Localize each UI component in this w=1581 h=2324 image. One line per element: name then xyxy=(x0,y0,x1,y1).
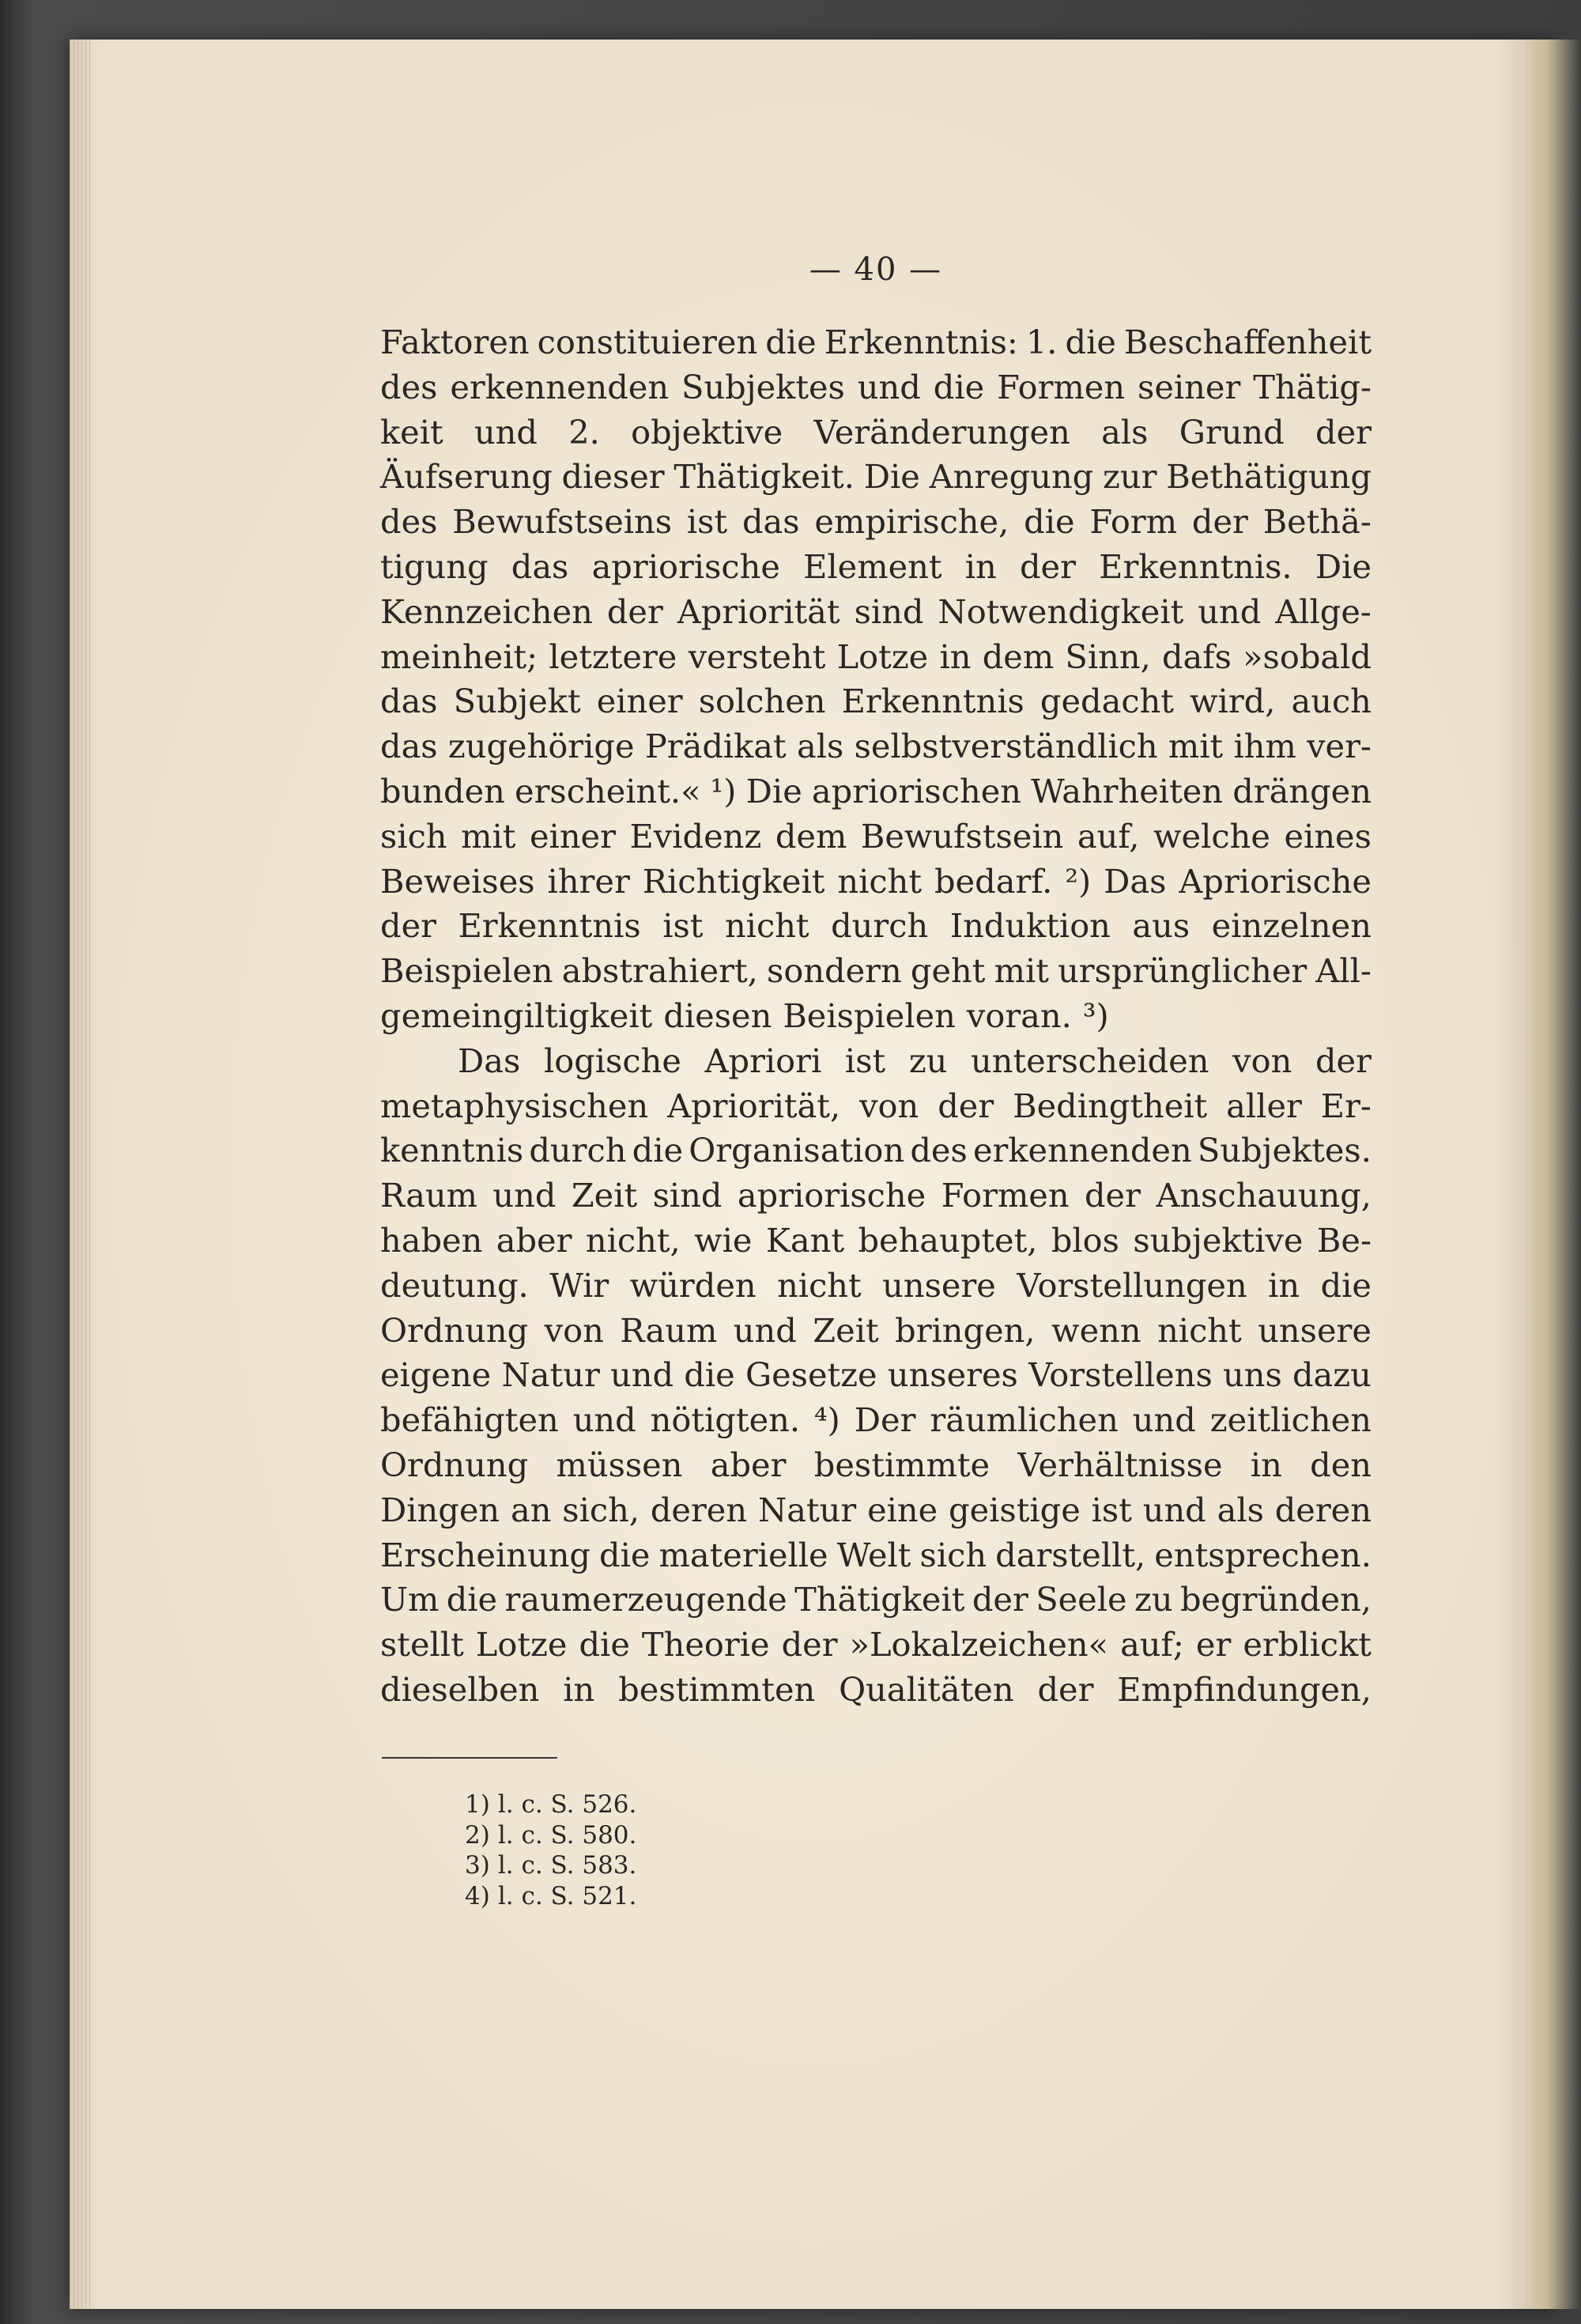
word: Subjekt xyxy=(453,682,581,721)
word: mit xyxy=(461,816,516,856)
word: in xyxy=(1268,1265,1300,1305)
word: der xyxy=(380,906,436,946)
word: dem xyxy=(775,816,847,856)
word: die xyxy=(1320,1265,1372,1305)
word: Prädikat xyxy=(644,727,787,766)
word: Sinn, xyxy=(1065,637,1151,676)
footnote-divider xyxy=(382,1757,557,1759)
word: Element xyxy=(803,546,942,586)
word: die xyxy=(579,1625,630,1665)
word: der xyxy=(1191,502,1248,542)
word: nötigten. xyxy=(650,1400,801,1440)
word: eine xyxy=(867,1490,938,1529)
word: Anregung xyxy=(929,457,1094,497)
word: Qualitäten xyxy=(839,1669,1014,1709)
word: ist xyxy=(1091,1490,1132,1529)
text-line xyxy=(380,1488,1372,1533)
text-line xyxy=(380,1623,1372,1668)
footnote xyxy=(465,1881,636,1912)
word: zugehörige xyxy=(447,727,635,766)
word: Bewufstsein xyxy=(860,816,1064,856)
word: geht xyxy=(910,951,986,991)
text-line xyxy=(380,1443,1372,1488)
word: bunden xyxy=(380,771,505,811)
word: dieser xyxy=(561,457,665,497)
footnote-text: l. c. S. 521. xyxy=(497,1882,637,1911)
word: deren xyxy=(650,1490,748,1529)
word: der xyxy=(972,1580,1028,1619)
footnote-text: l. c. S. 580. xyxy=(497,1820,637,1850)
text-line xyxy=(380,1353,1372,1398)
text-line xyxy=(380,455,1372,500)
word: Organisation xyxy=(689,1131,905,1170)
word: Evidenz xyxy=(629,816,762,856)
word: blos xyxy=(1051,1220,1119,1260)
word: die xyxy=(446,1580,498,1619)
word: und xyxy=(610,1355,674,1395)
word: von xyxy=(859,1086,919,1125)
word: begründen, xyxy=(1179,1580,1372,1619)
word: Das xyxy=(458,1041,521,1080)
word: in xyxy=(563,1669,595,1709)
word: der xyxy=(1037,1669,1094,1709)
word: ³) xyxy=(1082,996,1109,1035)
word: des xyxy=(910,1131,968,1170)
word: der xyxy=(606,591,663,631)
word: nicht, xyxy=(585,1220,681,1260)
word: darstellt, xyxy=(995,1535,1146,1574)
text-line xyxy=(380,1398,1372,1443)
word: All- xyxy=(1315,951,1372,991)
word: Die xyxy=(863,457,920,497)
word: erblickt xyxy=(1243,1625,1372,1665)
text-line xyxy=(380,949,1372,994)
word: subjektive xyxy=(1133,1220,1304,1260)
word: diesen xyxy=(663,996,772,1035)
text-line xyxy=(380,679,1372,724)
text-line xyxy=(380,365,1372,410)
word: 2. xyxy=(568,412,600,452)
word: die xyxy=(632,1131,684,1170)
text-line xyxy=(380,1173,1372,1219)
word: als xyxy=(1217,1490,1264,1529)
body-text xyxy=(380,320,1372,1713)
text-line xyxy=(380,1039,1372,1084)
word: Bethä- xyxy=(1262,502,1372,542)
word: aus xyxy=(1132,906,1190,946)
word: Verhältnisse xyxy=(1017,1445,1223,1484)
word: solchen xyxy=(698,682,826,721)
word: stellt xyxy=(380,1625,464,1665)
word: die xyxy=(684,1355,735,1395)
word: ihrer xyxy=(547,861,630,901)
word: Erkenntnis. xyxy=(1099,546,1292,586)
word: ⁴) xyxy=(814,1400,840,1440)
word: Bewufstseins xyxy=(452,502,673,542)
word: entsprechen. xyxy=(1154,1535,1372,1574)
word: erkennenden xyxy=(972,1131,1192,1170)
word: befähigten xyxy=(380,1400,559,1440)
word: Vorstellens xyxy=(1028,1355,1213,1395)
word: Erkenntnis xyxy=(458,906,641,946)
word: materielle xyxy=(658,1535,828,1574)
word: des xyxy=(380,367,438,406)
word: der xyxy=(1315,1041,1372,1080)
text-line xyxy=(380,1309,1372,1354)
word: in xyxy=(939,637,972,676)
text-line xyxy=(380,904,1372,949)
word: Apriorische xyxy=(1179,861,1372,901)
word: mit xyxy=(994,951,1049,991)
footnote-mark: 4) xyxy=(465,1882,490,1911)
word: die xyxy=(933,367,985,406)
word: ²) xyxy=(1065,861,1092,901)
word: welche xyxy=(1153,816,1270,856)
word: Die xyxy=(745,771,802,811)
word: letztere xyxy=(549,637,677,676)
word: deutung. xyxy=(380,1265,529,1305)
word: zur xyxy=(1103,457,1157,497)
word: Thätigkeit xyxy=(794,1580,965,1619)
footnote-mark: 1) xyxy=(465,1790,490,1819)
word: uns xyxy=(1222,1355,1282,1395)
word: Welt xyxy=(836,1535,911,1574)
word: Theorie xyxy=(641,1625,770,1665)
word: die xyxy=(1024,502,1075,542)
word: Empfindungen, xyxy=(1117,1669,1372,1709)
word: nicht xyxy=(837,861,923,901)
word: er xyxy=(1195,1625,1232,1665)
word: Das xyxy=(1104,861,1167,901)
word: mit xyxy=(1168,727,1224,766)
word: geistige xyxy=(949,1490,1081,1529)
word: Apriorität xyxy=(677,591,840,631)
word: Zeit xyxy=(571,1176,638,1215)
word: wenn xyxy=(1051,1310,1141,1350)
word: das xyxy=(741,502,800,542)
word: Formen xyxy=(997,367,1126,406)
word: und xyxy=(1142,1490,1206,1529)
word: Richtigkeit xyxy=(642,861,825,901)
word: Die xyxy=(1315,546,1372,586)
word: Gesetze xyxy=(745,1355,877,1395)
word: eigene xyxy=(380,1355,492,1395)
word: ursprünglicher xyxy=(1058,951,1307,991)
word: Thätig- xyxy=(1253,367,1372,406)
page-stack-edges xyxy=(70,40,93,2309)
word: die xyxy=(765,323,817,361)
text-line xyxy=(380,1533,1372,1578)
word: bestimmten xyxy=(618,1669,816,1709)
word: die xyxy=(599,1535,651,1574)
word: Wir xyxy=(549,1265,609,1305)
word: Erscheinung xyxy=(380,1535,591,1574)
word: Form xyxy=(1089,502,1178,542)
word: unsere xyxy=(882,1265,996,1305)
word: »sobald xyxy=(1243,637,1372,676)
word: einer xyxy=(529,816,616,856)
word: raumerzeugende xyxy=(504,1580,787,1619)
word: gedacht xyxy=(1040,682,1174,721)
word: Bedingtheit xyxy=(1013,1086,1208,1125)
word: den xyxy=(1310,1445,1372,1484)
word: Natur xyxy=(501,1355,600,1395)
word: zu xyxy=(908,1041,948,1080)
word: Notwendigkeit xyxy=(938,591,1184,631)
footnotes xyxy=(465,1789,636,1912)
word: Induktion xyxy=(949,906,1111,946)
word: Dingen xyxy=(380,1490,500,1529)
word: in xyxy=(1250,1445,1282,1484)
word: voran. xyxy=(966,996,1072,1035)
word: Beispielen xyxy=(783,996,956,1035)
word: Lotze xyxy=(836,637,929,676)
word: der xyxy=(781,1625,838,1665)
text-line xyxy=(380,1219,1372,1264)
word: apriorische xyxy=(737,1176,926,1215)
word: Be- xyxy=(1316,1220,1372,1260)
word: als xyxy=(1101,412,1149,452)
word: dafs xyxy=(1161,637,1232,676)
word: Ordnung xyxy=(380,1310,529,1350)
word: unterscheiden xyxy=(971,1041,1209,1080)
word: sind xyxy=(652,1176,723,1215)
word: auch xyxy=(1291,682,1372,721)
word: apriorischen xyxy=(811,771,1021,811)
word: sich xyxy=(380,816,447,856)
word: von xyxy=(1232,1041,1292,1080)
text-line xyxy=(380,500,1372,545)
footnote-mark: 3) xyxy=(465,1851,490,1880)
word: und xyxy=(733,1310,797,1350)
word: gemeingiltigkeit xyxy=(380,996,653,1035)
word: Natur xyxy=(757,1490,857,1529)
text-line xyxy=(380,814,1372,860)
word: empirische, xyxy=(814,502,1009,542)
word: »Lokalzeichen« xyxy=(849,1625,1109,1665)
word: Er- xyxy=(1320,1086,1372,1125)
word: logische xyxy=(543,1041,681,1080)
text-line xyxy=(380,769,1372,814)
word: dieselben xyxy=(380,1669,540,1709)
text-line xyxy=(380,994,1372,1039)
word: und xyxy=(1132,1400,1196,1440)
word: von xyxy=(544,1310,604,1350)
word: einer xyxy=(596,682,683,721)
word: Wahrheiten xyxy=(1031,771,1224,811)
word: die xyxy=(1065,323,1116,361)
word: ist xyxy=(662,906,704,946)
word: abstrahiert, xyxy=(561,951,758,991)
word: einzelnen xyxy=(1211,906,1372,946)
word: metaphysischen xyxy=(380,1086,649,1125)
word: Raum xyxy=(380,1176,478,1215)
word: deren xyxy=(1274,1490,1372,1529)
word: unsere xyxy=(1258,1310,1372,1350)
word: Raum xyxy=(620,1310,718,1350)
word: zeitlichen xyxy=(1209,1400,1372,1440)
word: meinheit; xyxy=(380,637,538,676)
word: ist xyxy=(844,1041,886,1080)
word: bringen, xyxy=(895,1310,1036,1350)
word: Grund xyxy=(1179,412,1285,452)
word: apriorische xyxy=(591,546,780,586)
word: der xyxy=(1019,546,1076,586)
text-line xyxy=(380,1264,1372,1309)
text-line xyxy=(380,320,1372,365)
word: erkennenden xyxy=(450,367,670,406)
word: Formen xyxy=(941,1176,1070,1215)
word: 1. xyxy=(1025,323,1058,361)
text-line xyxy=(380,860,1372,905)
word: das xyxy=(511,546,569,586)
word: Beweises xyxy=(380,861,535,901)
word: auf; xyxy=(1120,1625,1184,1665)
word: müssen xyxy=(556,1445,683,1484)
word: das xyxy=(380,727,438,766)
word: Veränderungen xyxy=(813,412,1070,452)
word: sich xyxy=(919,1535,987,1574)
word: würden xyxy=(629,1265,757,1305)
footnote-text: l. c. S. 526. xyxy=(497,1790,637,1819)
word: an xyxy=(510,1490,552,1529)
word: durch xyxy=(831,906,929,946)
word: constituieren xyxy=(537,323,758,361)
word: tigung xyxy=(380,546,489,586)
text-line xyxy=(380,1578,1372,1623)
word: Beispielen xyxy=(380,951,553,991)
word: Beschaffenheit xyxy=(1123,323,1372,361)
word: eines xyxy=(1284,816,1372,856)
word: unseres xyxy=(887,1355,1018,1395)
word: ihm xyxy=(1233,727,1296,766)
word: Faktoren xyxy=(380,323,530,361)
word: aller xyxy=(1226,1086,1302,1125)
page-number: — 40 — xyxy=(809,251,943,288)
word: drängen xyxy=(1232,771,1372,811)
word: Erkenntnis xyxy=(841,682,1024,721)
word: Kant xyxy=(765,1220,845,1260)
word: nicht xyxy=(1157,1310,1242,1350)
word: Bethätigung xyxy=(1166,457,1372,497)
word: sich, xyxy=(562,1490,640,1529)
footnote xyxy=(465,1820,636,1851)
word: wird, xyxy=(1190,682,1276,721)
word: räumlichen xyxy=(930,1400,1119,1440)
word: Vorstellungen xyxy=(1017,1265,1247,1305)
word: und xyxy=(572,1400,636,1440)
word: Lotze xyxy=(475,1625,568,1665)
word: Zeit xyxy=(813,1310,879,1350)
word: Subjektes xyxy=(681,367,845,406)
word: erscheint.« xyxy=(515,771,701,811)
text-line xyxy=(380,1668,1372,1713)
word: nicht xyxy=(777,1265,862,1305)
word: selbstverständlich xyxy=(854,727,1158,766)
word: zu xyxy=(1134,1580,1173,1619)
word: Kennzeichen xyxy=(380,591,593,631)
word: sind xyxy=(854,591,924,631)
text-line xyxy=(380,635,1372,680)
word: bedarf. xyxy=(934,861,1053,901)
word: Seele xyxy=(1036,1580,1127,1619)
word: durch xyxy=(529,1131,627,1170)
word: Um xyxy=(380,1580,440,1619)
word: und xyxy=(1198,591,1262,631)
word: Äufserung xyxy=(380,457,553,497)
text-line xyxy=(380,545,1372,590)
word: aber xyxy=(496,1220,572,1260)
word: Apriorität, xyxy=(667,1086,841,1125)
word: und xyxy=(492,1176,557,1215)
word: kenntnis xyxy=(380,1131,524,1170)
footnote xyxy=(465,1789,636,1820)
word: objektive xyxy=(631,412,783,452)
text-line xyxy=(380,724,1372,769)
text-line xyxy=(380,410,1372,455)
word: aber xyxy=(710,1445,787,1484)
footnote-text: l. c. S. 583. xyxy=(497,1851,637,1880)
text-line xyxy=(380,1128,1372,1173)
word: als xyxy=(797,727,844,766)
word: Der xyxy=(854,1400,916,1440)
word: Allge- xyxy=(1275,591,1372,631)
footnote-mark: 2) xyxy=(465,1820,490,1850)
word: dem xyxy=(982,637,1055,676)
word: ver- xyxy=(1307,727,1372,766)
page-right-edge xyxy=(1526,40,1581,2309)
word: Subjektes. xyxy=(1197,1131,1372,1170)
word: und xyxy=(857,367,921,406)
word: der xyxy=(938,1086,994,1125)
word: dazu xyxy=(1292,1355,1372,1395)
word: Anschauung, xyxy=(1156,1176,1372,1215)
text-line xyxy=(380,590,1372,635)
word: Erkenntnis: xyxy=(824,323,1018,361)
word: Ordnung xyxy=(380,1445,529,1484)
word: versteht xyxy=(688,637,826,676)
word: sondern xyxy=(767,951,902,991)
word: auf, xyxy=(1077,816,1140,856)
word: haben xyxy=(380,1220,483,1260)
word: der xyxy=(1084,1176,1141,1215)
word: bestimmte xyxy=(813,1445,990,1484)
word: keit xyxy=(380,412,443,452)
text-line xyxy=(380,1084,1372,1129)
word: nicht xyxy=(724,906,809,946)
word: das xyxy=(380,682,438,721)
word: ist xyxy=(686,502,728,542)
word: des xyxy=(380,502,438,542)
word: Apriori xyxy=(704,1041,822,1080)
word: Thätigkeit. xyxy=(674,457,855,497)
word: seiner xyxy=(1138,367,1241,406)
footnote xyxy=(465,1850,636,1881)
word: ¹) xyxy=(710,771,737,811)
word: in xyxy=(964,546,997,586)
word: wie xyxy=(694,1220,753,1260)
word: und xyxy=(474,412,538,452)
word: der xyxy=(1315,412,1372,452)
word: behauptet, xyxy=(858,1220,1038,1260)
